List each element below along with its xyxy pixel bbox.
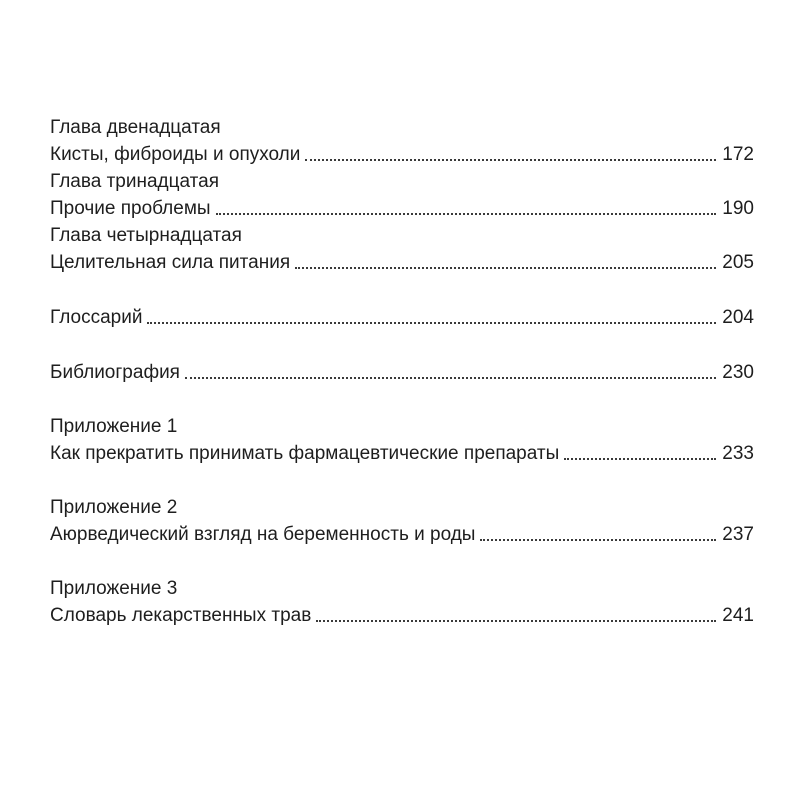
toc-entry <box>50 519 754 546</box>
dot-leader <box>564 458 716 460</box>
glossary-title: Глоссарий <box>50 307 143 328</box>
chapter-heading <box>50 112 754 139</box>
chapter-12-page-number: 172 <box>722 144 754 165</box>
chapter-12-title: Кисты, фиброиды и опухоли <box>50 144 301 165</box>
appendix-2-title: Аюрведический взгляд на беременность и роды <box>50 524 476 545</box>
dot-leader <box>480 539 716 541</box>
toc-entry <box>50 438 754 465</box>
appendix-heading <box>50 573 754 600</box>
table-of-contents <box>50 112 754 627</box>
appendix-3-title: Словарь лекарственных трав <box>50 605 312 626</box>
appendix-2-heading: Приложение 2 <box>50 497 178 518</box>
bibliography-page-number: 230 <box>722 362 754 383</box>
toc-entry <box>50 247 754 274</box>
toc-entry <box>50 600 754 627</box>
chapter-13-page-number: 190 <box>722 198 754 219</box>
toc-entry <box>50 357 754 384</box>
appendix-2-page-number: 237 <box>722 524 754 545</box>
chapter-14-page-number: 205 <box>722 252 754 273</box>
appendix-heading <box>50 492 754 519</box>
dot-leader <box>316 620 716 622</box>
dot-leader <box>295 267 716 269</box>
chapter-13-title: Прочие проблемы <box>50 198 211 219</box>
appendix-1-heading: Приложение 1 <box>50 416 178 437</box>
dot-leader <box>216 213 717 215</box>
glossary-page-number: 204 <box>722 307 754 328</box>
chapter-14-title: Целительная сила питания <box>50 252 291 273</box>
chapter-14-heading: Глава четырнадцатая <box>50 225 242 246</box>
appendix-heading <box>50 411 754 438</box>
dot-leader <box>305 159 716 161</box>
appendix-1-page-number: 233 <box>722 443 754 464</box>
chapter-heading <box>50 220 754 247</box>
chapter-heading <box>50 166 754 193</box>
dot-leader <box>185 377 716 379</box>
toc-entry <box>50 139 754 166</box>
chapter-12-heading: Глава двенадцатая <box>50 117 221 138</box>
appendix-3-heading: Приложение 3 <box>50 578 178 599</box>
chapter-13-heading: Глава тринадцатая <box>50 171 220 192</box>
dot-leader <box>147 322 716 324</box>
appendix-1-title: Как прекратить принимать фармацевтические препараты <box>50 443 560 464</box>
toc-entry <box>50 302 754 329</box>
toc-entry <box>50 193 754 220</box>
appendix-3-page-number: 241 <box>722 605 754 626</box>
bibliography-title: Библиография <box>50 362 180 383</box>
